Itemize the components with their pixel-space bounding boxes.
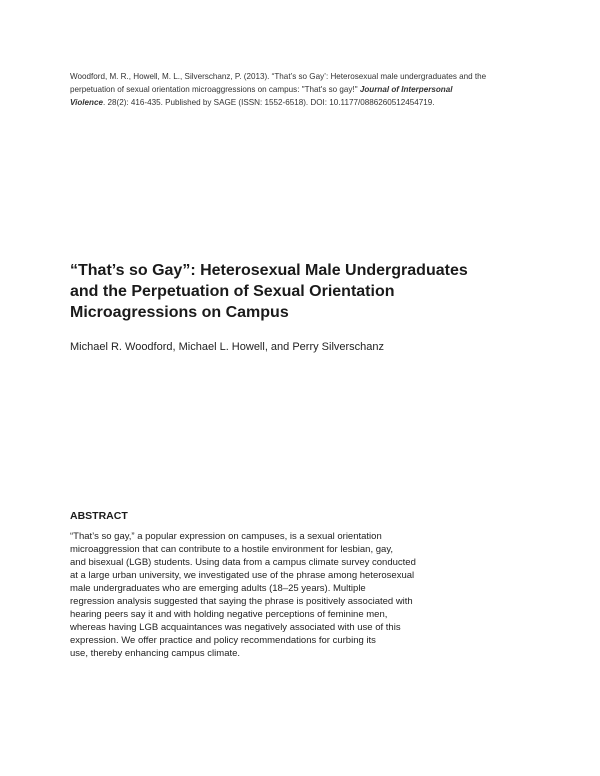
citation-block [70, 70, 540, 109]
abstract-line: regression analysis suggested that saying the phrase is positively associated with [70, 596, 413, 607]
citation-text: perpetuation of sexual orientation microaggressions on campus: "That's so gay!" [70, 85, 360, 94]
abstract-line: whereas having LGB acquaintances was negatively associated with use of this [70, 622, 401, 633]
abstract-line: and bisexual (LGB) students. Using data from a campus climate survey conducted [70, 557, 416, 568]
abstract-line: microaggression that can contribute to a hostile environment for lesbian, gay, [70, 544, 393, 555]
title-line: and the Perpetuation of Sexual Orientation [70, 283, 395, 300]
journal-name: Violence [70, 98, 103, 107]
citation-line: Woodford, M. R., Howell, M. L., Silverschanz, P. (2013). “That’s so Gay’: Heterosexual male undergraduates and the [70, 72, 487, 81]
abstract-body [70, 530, 540, 660]
citation-text: . 28(2): 416-435. Published by SAGE (ISSN: 1552-6518). DOI: 10.1177/0886260512454719. [103, 98, 435, 107]
abstract-line: expression. We offer practice and policy recommendations for curbing its [70, 635, 376, 646]
paper-title [70, 260, 540, 323]
journal-name: Journal of Interpersonal [359, 85, 453, 94]
abstract-line: male undergraduates who are emerging adults (18–25 years). Multiple [70, 583, 366, 594]
abstract-heading: ABSTRACT [70, 510, 128, 522]
abstract-line: use, thereby enhancing campus climate. [70, 648, 241, 659]
abstract-line: at a large urban university, we investigated use of the phrase among heterosexual [70, 570, 415, 581]
title-line: “That’s so Gay”: Heterosexual Male Undergraduates [70, 262, 468, 279]
citation-line [70, 83, 540, 96]
abstract-line: hearing peers say it and with holding negative perceptions of feminine men, [70, 609, 388, 620]
title-line: Microagressions on Campus [70, 304, 289, 321]
author-list: Michael R. Woodford, Michael L. Howell, and Perry Silverschanz [70, 341, 385, 353]
citation-line [70, 96, 540, 109]
abstract-line: “That’s so gay,” a popular expression on campuses, is a sexual orientation [70, 531, 382, 542]
